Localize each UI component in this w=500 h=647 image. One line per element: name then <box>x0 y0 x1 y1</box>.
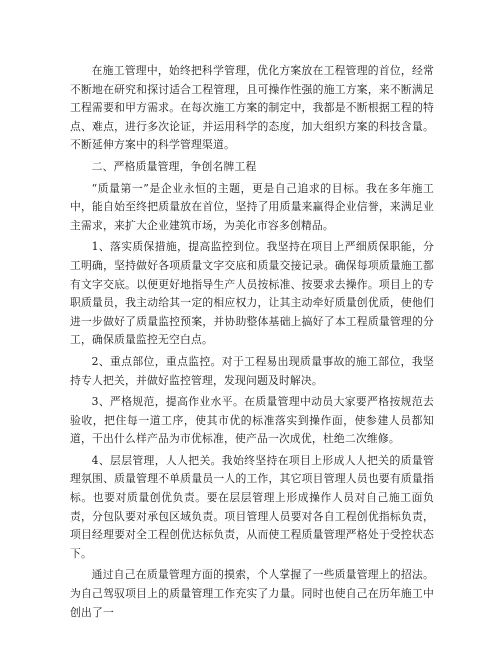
document-body <box>70 62 434 622</box>
paragraph-quality-first: “质量第一”是企业永恒的主题，更是自己追求的目标。我在多年施工中，能自始至终把质量放在首位，坚持了用质量来赢得企业信誉，来满足业主需求，来扩大企业建筑市场，为美化市容多创精品。 <box>70 181 434 232</box>
paragraph-point-2: 2、重点部位，重点监控。对于工程易出现质量事故的施工部位，我坚持专人把关，并做好监控管理，发现问题及时解决。 <box>70 354 434 387</box>
paragraph-summary: 通过自己在质量管理方面的摸索，个人掌握了一些质量管理上的招法。为自己驾驭项目上的质量管理工作充实了力量。同时也使自己在历年施工中创出了一 <box>70 568 434 619</box>
section-heading-quality: 二、严格质量管理，争创名牌工程 <box>91 159 257 173</box>
paragraph-intro: 在施工管理中，始终把科学管理，优化方案放在工程管理的首位，经常不断地在研究和探讨适合工程管理，且可操作性强的施工方案，来不断满足工程需要和甲方需求。在每次施工方案的制定中，我都是不断根据工程的特点、难点，进行多次论证，并运用科学的态度，加大组织方案的科技含量。不断延伸方案中的科学管理渠道。 <box>70 64 434 152</box>
paragraph-point-4: 4、层层管理，人人把关。我始终坚持在项目上形成人人把关的质量管理氛围、质量管理不单质量员一人的工作，其它项目管理人员也要有质量指标。也要对质量创优负责。要在层层管理上形成操作人员对自己施工面负责，分包队要对承包区域负责。项目管理人员要对各自工程创优指标负责，项目经理要对全工程创优达标负责，从而使工程质量管理严格处于受控状态下。 <box>70 453 434 560</box>
paragraph-point-3: 3、严格规范，提高作业水平。在质量管理中动员大家要严格按规范去验收，把住每一道工序，使其市优的标准落实到操作面，使参建人员都知道，干出什么样产品为市优标准，使产品一次成优，杜绝二次维修。 <box>70 395 434 446</box>
paragraph-point-1: 1、落实质保措施，提高监控到位。我坚持在项目上严细质保职能，分工明确，坚持做好各项质量文字交底和质量交接记录。确保每项质量施工都有文字交底。以便更好地指导生产人员按标准、按要求去操作。项目上的专职质量员，我主动给其一定的相应权力，让其主动牵好质量创优质，使他们进一步做好了质量监控预案，并协助整体基础上搞好了本工程质量管理的分工，确保质量监控无空白点。 <box>70 240 434 347</box>
